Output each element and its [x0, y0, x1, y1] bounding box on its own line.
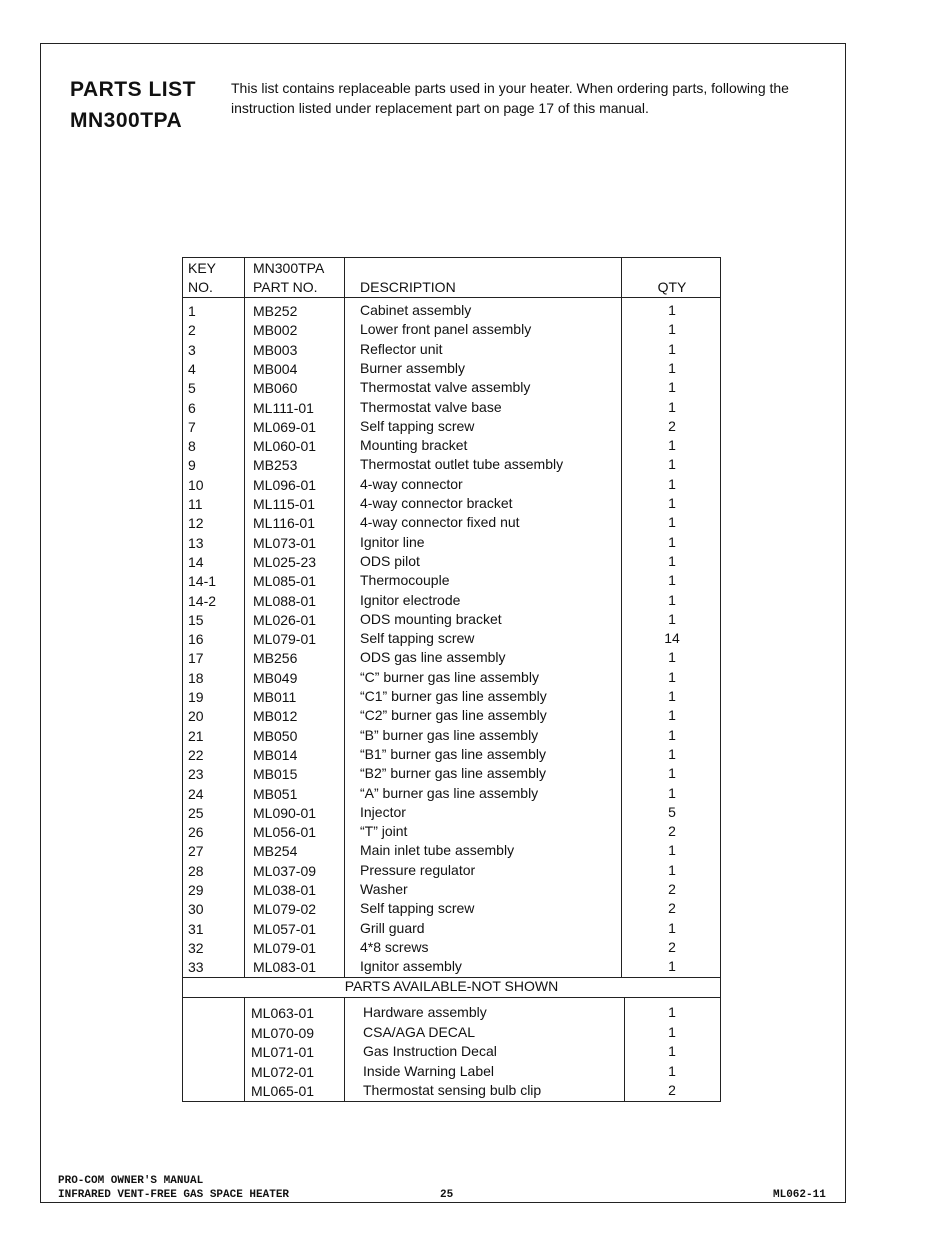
row-qty: 1 [668, 765, 676, 782]
row-key-no: 17 [188, 650, 204, 667]
row-qty: 1 [668, 668, 676, 685]
not-shown-qty: 1 [668, 1043, 676, 1059]
col-divider-desc [621, 258, 622, 977]
row-qty: 1 [668, 475, 676, 492]
row-description: “A” burner gas line assembly [360, 784, 539, 801]
row-key-no: 6 [188, 399, 196, 416]
row-part-no: ML085-01 [253, 573, 317, 590]
row-description: “B2” burner gas line assembly [360, 765, 546, 782]
row-description: ODS pilot [360, 552, 420, 569]
row-qty: 1 [668, 649, 676, 666]
header-key-line1: KEY [188, 260, 217, 276]
header-key-line2: NO. [188, 279, 213, 295]
row-key-no: 27 [188, 843, 204, 860]
row-part-no: ML079-01 [253, 939, 317, 956]
row-part-no: ML057-01 [253, 920, 317, 937]
row-description: Self tapping screw [360, 417, 475, 434]
row-part-no: MB256 [253, 650, 298, 667]
row-key-no: 25 [188, 804, 204, 821]
footer-product: INFRARED VENT-FREE GAS SPACE HEATER [58, 1189, 290, 1201]
row-qty: 1 [668, 572, 676, 589]
not-shown-description: Thermostat sensing bulb clip [363, 1082, 542, 1098]
title-line-1: PARTS LIST [70, 78, 196, 101]
row-description: “B1” burner gas line assembly [360, 745, 546, 762]
row-qty: 1 [668, 398, 676, 415]
title-line-2: MN300TPA [70, 109, 183, 132]
row-qty: 1 [668, 707, 676, 724]
row-description: Thermostat valve assembly [360, 379, 531, 396]
row-part-no: ML073-01 [253, 534, 317, 551]
row-part-no: ML111-01 [253, 399, 314, 416]
row-description: Thermocouple [360, 572, 450, 589]
row-key-no: 5 [188, 380, 196, 397]
row-key-no: 14-1 [188, 573, 217, 590]
col-divider-part [344, 258, 345, 977]
row-description: “B” burner gas line assembly [360, 726, 539, 743]
row-qty: 1 [668, 784, 676, 801]
row-key-no: 23 [188, 766, 204, 783]
row-key-no: 28 [188, 862, 204, 879]
row-qty: 1 [668, 745, 676, 762]
row-key-no: 1 [188, 303, 196, 319]
footer-manual: PRO-COM OWNER'S MANUAL [58, 1175, 204, 1187]
not-shown-description: CSA/AGA DECAL [363, 1023, 476, 1040]
row-qty: 1 [668, 688, 676, 704]
row-qty: 1 [668, 533, 676, 550]
row-description: ODS gas line assembly [360, 649, 506, 666]
row-qty: 1 [668, 359, 676, 376]
row-part-no: ML079-02 [253, 901, 317, 918]
row-qty: 1 [668, 842, 676, 859]
row-part-no: MB254 [253, 843, 298, 860]
row-description: Ignitor assembly [360, 958, 462, 975]
row-description: Pressure regulator [360, 861, 476, 878]
row-key-no: 18 [188, 669, 204, 686]
row-key-no: 22 [188, 746, 204, 763]
row-part-no: MB050 [253, 727, 298, 744]
row-part-no: ML056-01 [253, 824, 317, 841]
row-key-no: 11 [188, 496, 203, 512]
row-qty: 14 [664, 630, 680, 647]
row-description: Grill guard [360, 919, 425, 936]
not-shown-heading: PARTS AVAILABLE-NOT SHOWN [344, 978, 559, 994]
row-part-no: MB015 [253, 766, 298, 783]
row-qty: 1 [668, 591, 676, 608]
row-part-no: MB049 [253, 669, 298, 686]
section-rule-bottom [183, 997, 720, 998]
header-part-line2: PART NO. [253, 279, 318, 295]
not-shown-part-no: ML071-01 [251, 1044, 315, 1060]
not-shown-qty: 1 [668, 1023, 676, 1040]
not-shown-description: Hardware assembly [363, 1004, 487, 1020]
page-number: 25 [440, 1189, 454, 1201]
row-key-no: 12 [188, 515, 204, 532]
row-description: 4-way connector [360, 475, 463, 492]
row-description: “T” joint [360, 823, 408, 840]
row-key-no: 10 [188, 476, 204, 493]
page-title [70, 74, 196, 136]
row-key-no: 16 [188, 631, 204, 648]
row-key-no: 13 [188, 534, 204, 551]
row-description: “C2” burner gas line assembly [360, 707, 547, 724]
header-part-line1: MN300TPA [253, 260, 325, 276]
not-shown-description: Inside Warning Label [363, 1062, 495, 1079]
row-part-no: MB253 [253, 457, 298, 474]
row-qty: 1 [668, 302, 676, 318]
row-qty: 5 [668, 803, 676, 820]
row-part-no: ML079-01 [253, 631, 317, 648]
row-description: Ignitor electrode [360, 591, 461, 608]
row-description: “C” burner gas line assembly [360, 668, 539, 685]
row-key-no: 4 [188, 360, 196, 377]
not-shown-part-no: ML070-09 [251, 1024, 315, 1041]
document-code: ML062-11 [773, 1189, 826, 1201]
row-description: 4-way connector bracket [360, 495, 513, 511]
not-shown-qty: 1 [668, 1004, 676, 1020]
row-part-no: ML096-01 [253, 476, 317, 493]
row-qty: 1 [668, 726, 676, 743]
row-qty: 1 [668, 514, 676, 531]
row-qty: 2 [668, 938, 676, 955]
col-divider-key-lower [244, 997, 245, 1101]
row-key-no: 31 [188, 920, 204, 937]
row-part-no: ML060-01 [253, 438, 317, 455]
row-qty: 1 [668, 919, 676, 936]
row-description: ODS mounting bracket [360, 610, 502, 627]
row-key-no: 21 [188, 727, 204, 744]
row-description: “C1” burner gas line assembly [360, 688, 547, 704]
not-shown-part-no: ML072-01 [251, 1063, 315, 1080]
row-key-no: 14-2 [188, 592, 217, 609]
row-key-no: 7 [188, 418, 196, 435]
row-description: Main inlet tube assembly [360, 842, 515, 859]
row-key-no: 32 [188, 939, 204, 956]
intro-text: This list contains replaceable parts used in your heater. When ordering parts, following the instruction listed under replacement part on page 17 of this manual. [231, 80, 789, 116]
row-part-no: MB011 [253, 689, 297, 705]
row-description: Reflector unit [360, 340, 443, 357]
row-part-no: ML088-01 [253, 592, 317, 609]
col-divider-part-lower [344, 997, 345, 1101]
row-description: Thermostat outlet tube assembly [360, 456, 564, 473]
row-description: Mounting bracket [360, 437, 468, 454]
row-key-no: 20 [188, 708, 204, 725]
row-description: Lower front panel assembly [360, 321, 532, 338]
row-description: Injector [360, 803, 406, 820]
row-part-no: MB003 [253, 341, 298, 358]
row-description: Self tapping screw [360, 630, 475, 647]
row-qty: 2 [668, 881, 676, 897]
not-shown-part-no: ML063-01 [251, 1005, 315, 1021]
row-part-no: MB014 [253, 746, 298, 763]
row-key-no: 30 [188, 901, 204, 918]
row-part-no: ML115-01 [253, 496, 316, 512]
row-key-no: 26 [188, 824, 204, 841]
row-qty: 1 [668, 437, 676, 454]
row-part-no: MB002 [253, 322, 298, 339]
row-key-no: 2 [188, 322, 196, 339]
row-part-no: ML116-01 [253, 515, 316, 532]
row-key-no: 24 [188, 785, 204, 802]
row-qty: 1 [668, 861, 676, 878]
row-part-no: MB004 [253, 360, 298, 377]
row-qty: 2 [668, 900, 676, 917]
not-shown-part-no: ML065-01 [251, 1083, 315, 1099]
row-key-no: 29 [188, 882, 204, 898]
row-part-no: ML025-23 [253, 553, 317, 570]
row-part-no: MB012 [253, 708, 298, 725]
row-description: Burner assembly [360, 359, 466, 376]
row-key-no: 9 [188, 457, 196, 474]
row-key-no: 33 [188, 959, 204, 976]
not-shown-qty: 2 [668, 1082, 676, 1098]
row-part-no: MB051 [253, 785, 298, 802]
row-description: 4-way connector fixed nut [360, 514, 520, 531]
row-qty: 2 [668, 417, 676, 434]
row-part-no: ML090-01 [253, 804, 317, 821]
row-key-no: 3 [188, 341, 196, 358]
row-qty: 2 [668, 823, 676, 840]
row-part-no: ML037-09 [253, 862, 317, 879]
row-qty: 1 [668, 340, 676, 357]
row-key-no: 19 [188, 689, 204, 705]
not-shown-description: Gas Instruction Decal [363, 1043, 497, 1059]
row-key-no: 15 [188, 611, 204, 628]
row-part-no: ML069-01 [253, 418, 317, 435]
not-shown-qty: 1 [668, 1062, 676, 1079]
row-part-no: ML083-01 [253, 959, 317, 976]
row-description: 4*8 screws [360, 938, 429, 955]
row-qty: 1 [668, 379, 676, 396]
row-description: Washer [360, 881, 408, 897]
row-key-no: 8 [188, 438, 196, 455]
row-qty: 1 [668, 552, 676, 569]
row-description: Thermostat valve base [360, 398, 502, 415]
header-description: DESCRIPTION [360, 279, 456, 295]
row-part-no: MB060 [253, 380, 298, 397]
row-description: Cabinet assembly [360, 302, 472, 318]
row-qty: 1 [668, 958, 676, 975]
parts-table [182, 257, 721, 1102]
row-part-no: ML038-01 [253, 882, 317, 898]
row-description: Self tapping screw [360, 900, 475, 917]
header-qty: QTY [657, 279, 687, 295]
row-qty: 1 [668, 495, 676, 511]
row-qty: 1 [668, 610, 676, 627]
row-part-no: MB252 [253, 303, 298, 319]
row-qty: 1 [668, 456, 676, 473]
row-description: Ignitor line [360, 533, 425, 550]
row-key-no: 14 [188, 553, 204, 570]
col-divider-key [244, 258, 245, 977]
row-part-no: ML026-01 [253, 611, 317, 628]
row-qty: 1 [668, 321, 676, 338]
header-rule [183, 297, 720, 298]
